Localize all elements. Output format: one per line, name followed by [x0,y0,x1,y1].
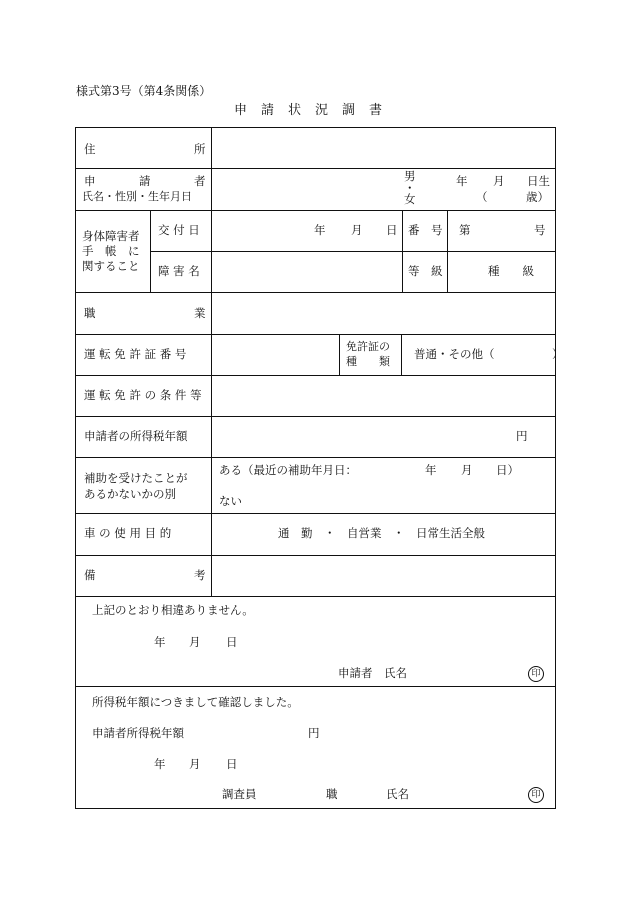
remarks-label: 備 [84,568,96,582]
label-column-divider [211,128,212,596]
investigator-label: 調査員 [222,787,257,801]
disability-sub-divider [150,210,151,292]
number-grade-divider [402,210,403,292]
declaration-day-unit: 日 [226,635,238,649]
row-divider [76,457,555,458]
disability-group-label: 身体障害者 [82,229,140,243]
form-title: 申請状況調書 [233,103,396,118]
issue-day-unit: 日 [386,223,398,237]
form-number: 様式第3号（第4条関係） [76,84,212,98]
license-type-value-divider [401,334,402,375]
subsidy-year-unit: 年 [425,463,437,477]
row-divider [76,596,555,597]
row-divider [76,375,555,376]
confirmation-statement: 所得税年額につきまして確認しました。 [92,695,299,709]
subsidy-month-unit: 月 [461,463,473,477]
license-type-options: 普通・その他（ ） [414,347,564,361]
subsidy-option-no: ない [219,494,242,508]
issue-month-unit: 月 [351,223,363,237]
income-tax-unit: 円 [516,429,528,443]
issue-year-unit: 年 [314,223,326,237]
applicant-label: 者 [194,174,206,188]
birth-day-unit: 日生 [527,174,550,188]
seal-icon: 印 [528,787,544,803]
remarks-label: 考 [194,568,206,582]
birth-year-unit: 年 [456,174,468,188]
declaration-statement: 上記のとおり相違ありません。 [92,603,254,617]
applicant-label: 請 [139,174,151,188]
row-divider [76,334,555,335]
row-divider [76,292,555,293]
number-suffix: 号 [534,223,546,237]
applicant-label: 申 [84,174,96,188]
number-prefix: 第 [459,223,471,237]
age-unit: 歳） [526,190,549,204]
income-tax-label: 申請者の所得税年額 [84,429,188,443]
subsidy-label: あるかないかの別 [84,487,176,501]
subsidy-option-yes: ある（最近の補助年月日： [219,463,357,477]
vehicle-purpose-options: 通 勤 ・ 自営業 ・ 日常生活全般 [278,526,485,540]
birth-month-unit: 月 [493,174,505,188]
confirmation-tax-label: 申請者所得税年額 [92,726,184,740]
row-divider [76,555,555,556]
applicant-name-label: 申請者 氏名 [338,666,407,680]
number-grade-value-divider [447,210,448,292]
investigator-name-label: 氏名 [386,787,409,801]
section-divider [76,686,555,687]
row-divider [76,168,555,169]
license-number-label: 運 転 免 許 証 番 号 [84,347,187,361]
sex-separator: ・ [404,181,416,195]
confirmation-year-unit: 年 [154,757,166,771]
sex-female: 女 [404,192,416,206]
row-divider [76,513,555,514]
grade-label: 等 級 [408,264,443,278]
subsidy-label: 補助を受けたことが [84,471,188,485]
occupation-label: 業 [194,306,206,320]
vehicle-purpose-label: 車 の 使 用 目 的 [84,526,172,540]
number-label: 番 号 [408,223,443,237]
grade-value: 種 級 [488,264,534,278]
applicant-sublabel: 氏名・性別・生年月日 [82,190,192,203]
subsidy-day-unit: 日） [496,463,519,477]
age-open: （ [476,190,488,204]
row-divider [76,210,555,211]
declaration-year-unit: 年 [154,635,166,649]
disability-group-label: 手 帳 に [82,244,140,258]
license-type-label: 種 類 [346,355,390,368]
license-type-divider [339,334,340,375]
sex-male: 男 [404,169,416,183]
investigator-position-label: 職 [326,787,338,801]
license-conditions-label: 運 転 免 許 の 条 件 等 [84,388,202,402]
seal-icon: 印 [528,666,544,682]
confirmation-tax-unit: 円 [308,726,320,740]
declaration-month-unit: 月 [189,635,201,649]
application-status-form [75,127,564,809]
confirmation-month-unit: 月 [189,757,201,771]
address-label: 住 [84,142,96,156]
issue-date-label: 交 付 日 [158,223,200,237]
disability-group-label: 関すること [82,259,140,273]
confirmation-day-unit: 日 [226,757,238,771]
address-label: 所 [194,142,206,156]
occupation-label: 職 [84,306,96,320]
disability-name-label: 障 害 名 [158,264,200,278]
row-divider [76,416,555,417]
license-type-label: 免許証の [346,340,390,353]
